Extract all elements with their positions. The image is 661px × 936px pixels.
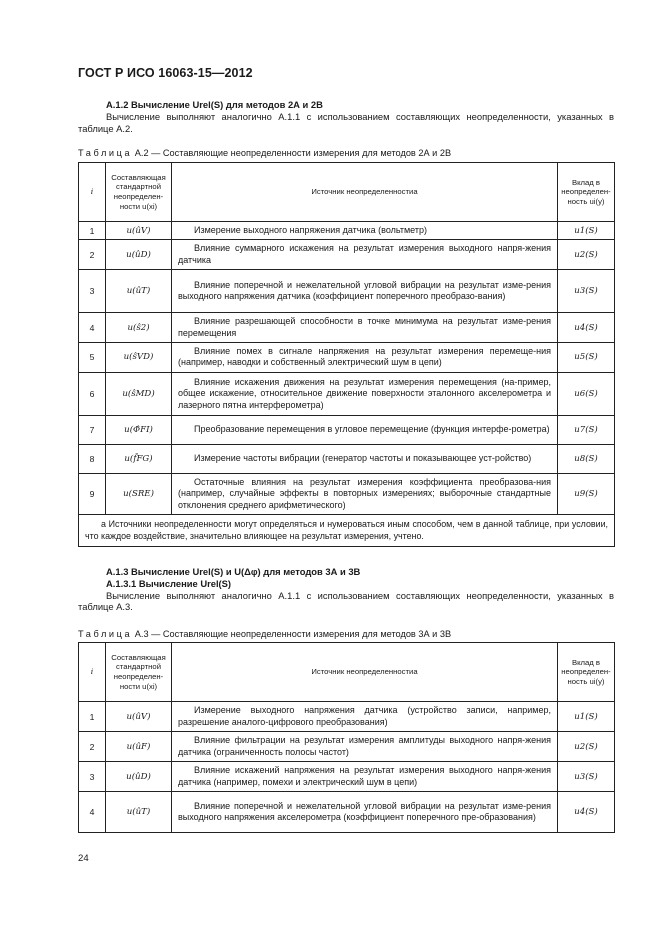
page-number: 24 xyxy=(78,853,89,864)
row-index: 5 xyxy=(79,343,106,373)
row-contribution: u8(S) xyxy=(558,444,615,473)
row-source: Преобразование перемещения в угловое перемещение (функция интерфе-рометра) xyxy=(172,415,558,444)
table-a3-header-contrib: Вклад в неопределен-ность ui(y) xyxy=(558,643,615,702)
row-component: u(ŝMD) xyxy=(106,372,172,415)
table-a2-footnote-row xyxy=(79,515,615,547)
row-source: Влияние разрешающей способности в точке минимума на результат изме-рения перемещения xyxy=(172,313,558,343)
row-index: 7 xyxy=(79,415,106,444)
row-component: u(f̂FG) xyxy=(106,444,172,473)
row-contribution: u3(S) xyxy=(558,270,615,313)
row-contribution: u2(S) xyxy=(558,240,615,270)
table-a2-footnote: a Источники неопределенности могут определяться и нумероваться иным способом, чем в данной таблице, при условии, что каждое воздействие, значительно влияющее на результат измерения, учтено. xyxy=(79,515,615,547)
table-row xyxy=(79,444,615,473)
row-index: 8 xyxy=(79,444,106,473)
table-a3-header-source: Источник неопределенностиa xyxy=(172,643,558,702)
row-component: u(ûF) xyxy=(106,732,172,762)
row-index: 1 xyxy=(79,222,106,240)
section-a131-body: Вычисление выполняют аналогично А.1.1 с использованием составляющих неопределенности, указанных в таблице А.3. xyxy=(78,589,614,613)
table-a2-caption xyxy=(78,148,451,158)
row-index: 4 xyxy=(79,792,106,833)
row-contribution: u3(S) xyxy=(558,762,615,792)
table-row xyxy=(79,240,615,270)
table-a3-caption-text: А.3 — Составляющие неопределенности измерения для методов 3А и 3В xyxy=(134,629,452,639)
table-a2 xyxy=(78,162,615,547)
table-a3-header-row xyxy=(79,643,615,702)
table-row xyxy=(79,313,615,343)
row-component: u(ûT) xyxy=(106,270,172,313)
table-a2-caption-prefix: Таблица xyxy=(78,148,133,158)
section-a13-heading: А.1.3 Вычисление Urel(S) и U(Δφ) для методов 3А и 3В xyxy=(106,566,361,577)
row-component: u(ûT) xyxy=(106,792,172,833)
row-component: u(ûV) xyxy=(106,702,172,732)
row-contribution: u5(S) xyxy=(558,343,615,373)
row-contribution: u4(S) xyxy=(558,313,615,343)
table-row xyxy=(79,343,615,373)
row-component: u(ûV) xyxy=(106,222,172,240)
row-source: Влияние фильтрации на результат измерения амплитуды выходного напря-жения датчика (ограниченность полосы частот) xyxy=(172,732,558,762)
table-row xyxy=(79,372,615,415)
row-component: u(ûD) xyxy=(106,240,172,270)
row-source: Влияние искажений напряжения на результат измерения выходного напря-жения датчика (например, помехи и электрический шум в цепи) xyxy=(172,762,558,792)
table-row xyxy=(79,792,615,833)
row-component: u(ûD) xyxy=(106,762,172,792)
row-contribution: u1(S) xyxy=(558,222,615,240)
row-component: u(SRE) xyxy=(106,473,172,514)
table-row xyxy=(79,762,615,792)
table-a3-header-component: Составляющая стандартной неопределен-ности u(xi) xyxy=(106,643,172,702)
table-a2-caption-text: А.2 — Составляющие неопределенности измерения для методов 2А и 2В xyxy=(134,148,452,158)
section-a131-heading: А.1.3.1 Вычисление Urel(S) xyxy=(106,577,232,589)
table-a3 xyxy=(78,642,615,833)
row-contribution: u9(S) xyxy=(558,473,615,514)
row-source: Измерение выходного напряжения датчика (устройство записи, например, разрешение аналого-цифрового преобразования) xyxy=(172,702,558,732)
row-contribution: u4(S) xyxy=(558,792,615,833)
row-component: u(ŝ2) xyxy=(106,313,172,343)
row-index: 2 xyxy=(79,732,106,762)
row-source: Влияние поперечной и нежелательной угловой вибрации на результат изме-рения выходного напряжения акселерометра (коэффициент поперечного пре-образования) xyxy=(172,792,558,833)
row-contribution: u7(S) xyxy=(558,415,615,444)
row-contribution: u1(S) xyxy=(558,702,615,732)
row-source: Влияние поперечной и нежелательной угловой вибрации на результат изме-рения выходного напряжения датчика (коэффициент поперечного преобразо-вания) xyxy=(172,270,558,313)
row-index: 4 xyxy=(79,313,106,343)
table-a2-header-i: i xyxy=(79,163,106,222)
row-component: u(Φ̂FI) xyxy=(106,415,172,444)
table-a3-caption-prefix: Таблица xyxy=(78,629,133,639)
table-row xyxy=(79,702,615,732)
row-index: 3 xyxy=(79,270,106,313)
table-row xyxy=(79,222,615,240)
table-row xyxy=(79,732,615,762)
table-a2-header-source: Источник неопределенностиa xyxy=(172,163,558,222)
row-index: 3 xyxy=(79,762,106,792)
row-index: 2 xyxy=(79,240,106,270)
row-index: 1 xyxy=(79,702,106,732)
row-source: Измерение частоты вибрации (генератор частоты и показывающее уст-ройство) xyxy=(172,444,558,473)
section-a12 xyxy=(78,99,614,134)
table-a2-header-contrib: Вклад в неопределен-ность ui(y) xyxy=(558,163,615,222)
row-source: Влияние помех в сигнале напряжения на результат измерения перемеще-ния (например, наводки и собственный электрический шум в цепи) xyxy=(172,343,558,373)
row-source: Измерение выходного напряжения датчика (вольтметр) xyxy=(172,222,558,240)
row-source: Влияние искажения движения на результат измерения перемещения (на-пример, общее искажение, относительное движение поверхности эталонного акселерометра и лазерного пятна интерферометра) xyxy=(172,372,558,415)
section-a13 xyxy=(78,566,614,613)
table-a3-header-i: i xyxy=(79,643,106,702)
section-a12-heading: А.1.2 Вычисление Urel(S) для методов 2А и 2В xyxy=(106,99,323,110)
row-index: 6 xyxy=(79,372,106,415)
table-a3-caption xyxy=(78,629,451,639)
table-a2-header-row xyxy=(79,163,615,222)
row-source: Влияние суммарного искажения на результат измерения выходного напря-жения датчика xyxy=(172,240,558,270)
row-component: u(ŝVD) xyxy=(106,343,172,373)
table-a2-header-component: Составляющая стандартной неопределен-ности u(xi) xyxy=(106,163,172,222)
row-source: Остаточные влияния на результат измерения коэффициента преобразова-ния (например, случайные эффекты в повторных измерениях; выборочные стандартные отклонения среднего арифметического) xyxy=(172,473,558,514)
row-index: 9 xyxy=(79,473,106,514)
document-header: ГОСТ Р ИСО 16063-15—2012 xyxy=(78,66,253,80)
section-a12-body: Вычисление выполняют аналогично А.1.1 с использованием составляющих неопределенности, указанных в таблице А.2. xyxy=(78,110,614,134)
table-row xyxy=(79,270,615,313)
table-row xyxy=(79,473,615,514)
table-row xyxy=(79,415,615,444)
row-contribution: u2(S) xyxy=(558,732,615,762)
row-contribution: u6(S) xyxy=(558,372,615,415)
